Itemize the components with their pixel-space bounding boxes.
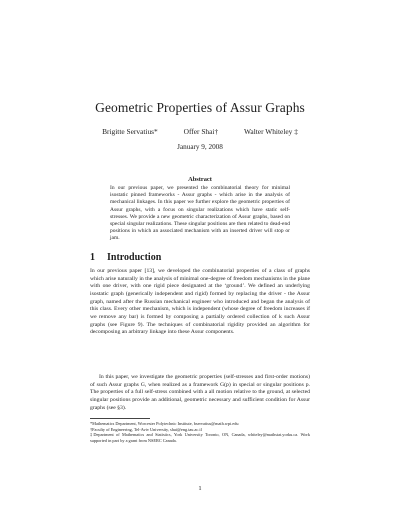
paper-date: January 9, 2008: [177, 143, 223, 151]
abstract-heading: Abstract: [188, 176, 212, 183]
footnotes: [90, 421, 310, 443]
footnote-rule: [90, 418, 150, 419]
author-1: Brigitte Servatius*: [102, 127, 158, 136]
paragraph-1: In our previous paper [13], we developed the combinatorial properties of a class of graphs which arise naturally in the analysis of minimal one-degree of freedom mechanisms in the plane with one driver, with one rigid piece designated at the ‘ground’. We defined an underlying isostatic graph (generically independent and rigid) formed by replacing the driver - the Assur graph, named after the Russian mechanical engineer who introduced and began the analysis of this class. Every other mechanism, which is independent (whose degree of freedom increases if we remove any bar) is formed by composing a partially ordered collection of k such Assur graphs (see Figure 9). The techniques of combinatorial rigidity provided an algorithm for decomposing an arbitrary linkage into these Assur components.: [90, 268, 310, 336]
section-number: 1: [90, 252, 95, 263]
footnote-3: ‡Department of Mathematics and Statistics, York University Toronto, ON, Canada, whiteley@mathstat.yorku.ca. Work supported in part by a grant from NSERC Canada.: [90, 432, 310, 443]
paragraph-2: In this paper, we investigate the geometric properties (self-stresses and first-order motions) of such Assur graphs G, when realized as a framework G(p) in special or singular positions p. The properties of a full self-stress combined with a all motion relative to the ground, at selected singular positions provide an additional, geometric necessary and sufficient condition for Assur graphs (see §3).: [90, 374, 310, 411]
footnote-1: *Mathematics Department, Worcester Polytechnic Institute, bservatius@math.wpi.edu: [90, 421, 239, 426]
paper-title: Geometric Properties of Assur Graphs: [95, 100, 305, 115]
author-2: Offer Shai†: [183, 127, 219, 136]
abstract-text: In our previous paper, we presented the combinatorial theory for minimal isostatic pinned frameworks - Assur graphs - which arise in the analysis of mechanical linkages. In this paper we further explore the geometric properties of Assur graphs, with a focus on singular realizations which have static self-stresses. We provide a new geometric characterization of Assur graphs, based on special singular realizations. These singular positions are then related to dead-end positions in which an associated mechanism with an inserted driver will stop or jam.: [110, 185, 290, 242]
author-3: Walter Whiteley ‡: [244, 127, 298, 136]
footnote-2: †Faculty of Engineering, Tel-Aviv University, shai@eng.tau.ac.il: [90, 426, 202, 432]
section-heading: [90, 252, 161, 263]
section-title: Introduction: [107, 252, 162, 263]
page-number: 1: [198, 485, 202, 492]
author-list: [0, 127, 400, 136]
